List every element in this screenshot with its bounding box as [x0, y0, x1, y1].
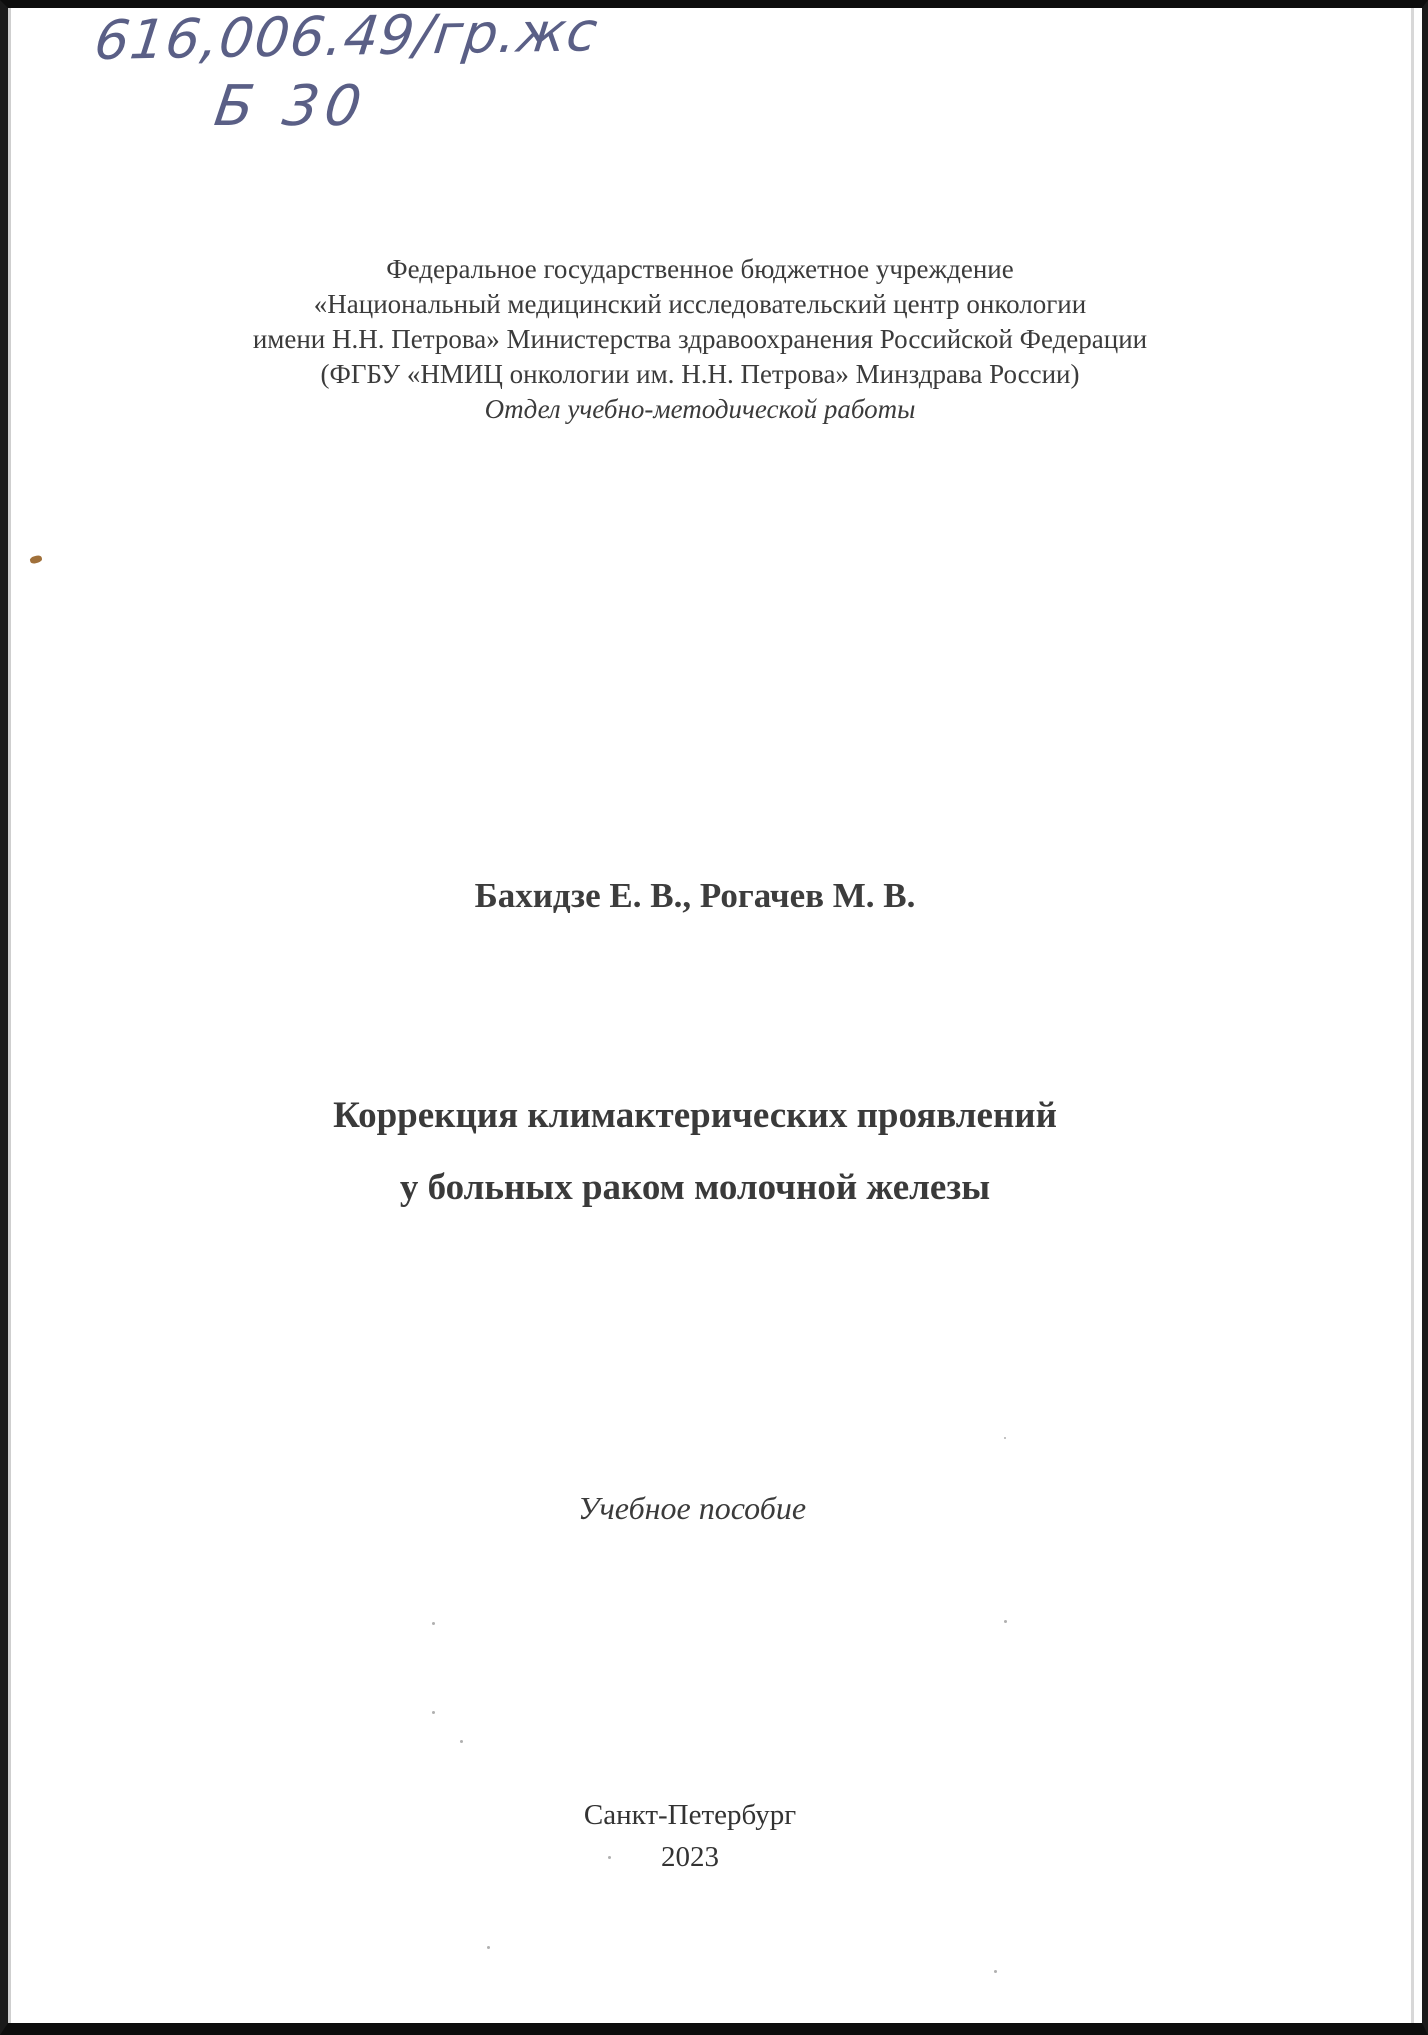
- book-title-line-2: у больных раком молочной железы: [399, 1167, 991, 1208]
- imprint: [0, 1794, 1380, 1878]
- imprint-year: 2023: [661, 1841, 719, 1873]
- dust-speck: [432, 1711, 435, 1714]
- dust-speck: [1004, 1437, 1006, 1439]
- dust-speck: [432, 1622, 435, 1625]
- book-title: [0, 1080, 1390, 1224]
- handwritten-author-mark: Б 30: [210, 74, 372, 139]
- dust-speck: [487, 1946, 490, 1949]
- authors: Бахидзе Е. В., Рогачев М. В.: [474, 876, 916, 915]
- institution-header: [0, 252, 1400, 427]
- dust-speck: [994, 1970, 997, 1973]
- institution-line-2: «Национальный медицинский исследовательский центр онкологии: [313, 289, 1087, 319]
- margin-stain: [29, 555, 42, 565]
- department-name: Отдел учебно-методической работы: [484, 394, 916, 424]
- institution-line-3: имени Н.Н. Петрова» Министерства здравоохранения Российской Федерации: [252, 324, 1148, 354]
- dust-speck: [608, 1856, 611, 1859]
- publication-genre: Учебное пособие: [577, 1490, 807, 1526]
- handwritten-classification: 616,006.49/гр.жс: [91, 0, 602, 72]
- institution-line-4: (ФГБУ «НМИЦ онкологии им. Н.Н. Петрова» Минздрава России): [320, 359, 1080, 389]
- institution-line-1: Федеральное государственное бюджетное учреждение: [386, 254, 1014, 284]
- dust-speck: [1004, 1620, 1007, 1623]
- imprint-city: Санкт-Петербург: [583, 1799, 797, 1831]
- handwritten-shelf-mark: [91, 0, 602, 139]
- dust-speck: [460, 1740, 463, 1743]
- book-title-line-1: Коррекция климактерических проявлений: [333, 1095, 1057, 1136]
